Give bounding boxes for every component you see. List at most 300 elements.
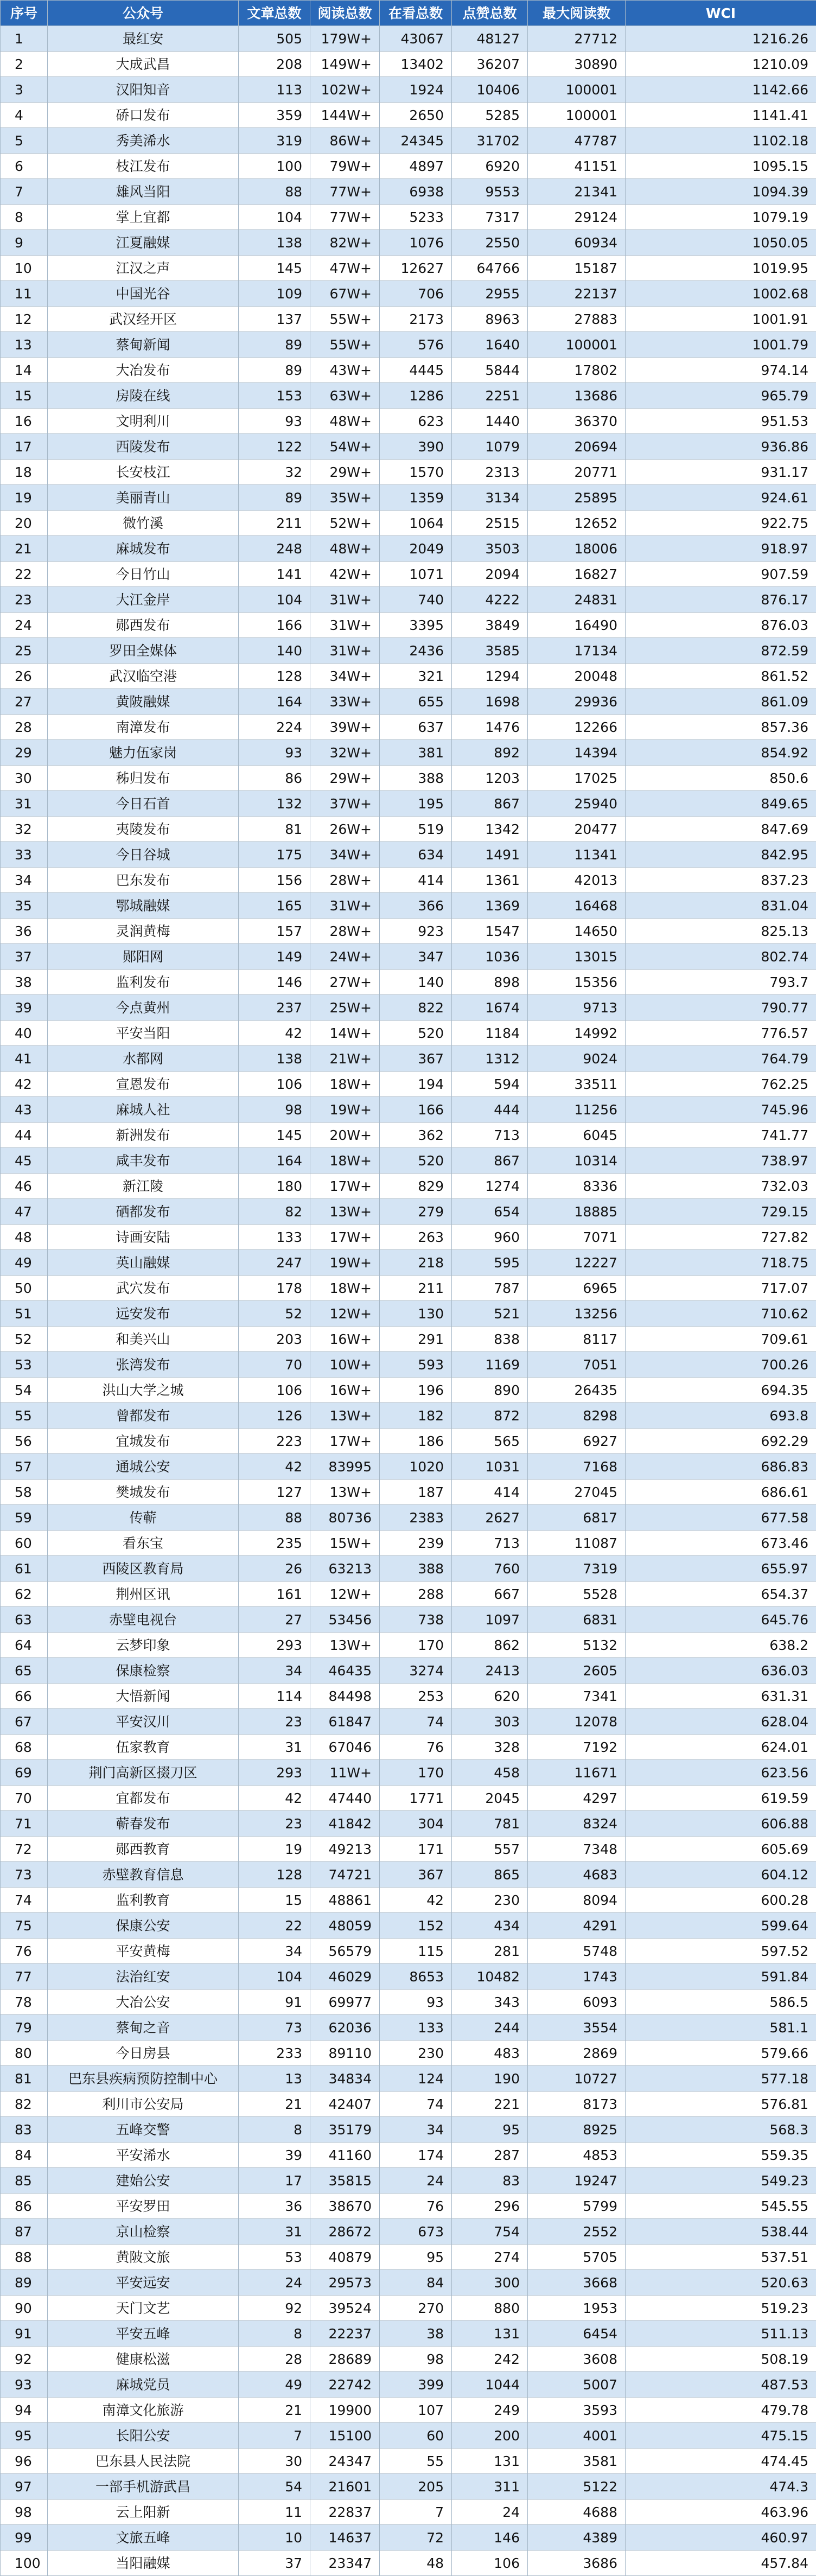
cell-like-total: 24: [452, 2500, 528, 2525]
cell-like-total: 249: [452, 2398, 528, 2423]
cell-account-name: 硒都发布: [48, 1199, 239, 1225]
cell-rank: 41: [1, 1046, 48, 1072]
cell-article-count: 128: [239, 664, 310, 689]
cell-max-reads: 19247: [528, 2168, 626, 2194]
cell-watching-total: 576: [380, 332, 452, 358]
cell-rank: 86: [1, 2194, 48, 2219]
table-row: [1, 1939, 816, 1964]
cell-max-reads: 7341: [528, 1684, 626, 1709]
cell-article-count: 24: [239, 2270, 310, 2296]
table-row: [1, 511, 816, 536]
cell-account-name: 中国光谷: [48, 281, 239, 307]
cell-rank: 91: [1, 2321, 48, 2347]
cell-read-total: 67046: [310, 1735, 380, 1760]
cell-account-name: 麻城党员: [48, 2372, 239, 2398]
cell-max-reads: 17134: [528, 638, 626, 664]
cell-account-name: 武汉临空港: [48, 664, 239, 689]
table-row: [1, 1811, 816, 1837]
table-row: [1, 1148, 816, 1174]
cell-watching-total: 923: [380, 919, 452, 944]
cell-rank: 87: [1, 2219, 48, 2245]
table-row: [1, 791, 816, 817]
cell-account-name: 南漳文化旅游: [48, 2398, 239, 2423]
cell-max-reads: 8298: [528, 1403, 626, 1429]
cell-watching-total: 1071: [380, 562, 452, 587]
cell-read-total: 46029: [310, 1964, 380, 1990]
cell-rank: 31: [1, 791, 48, 817]
cell-watching-total: 7: [380, 2500, 452, 2525]
cell-watching-total: 381: [380, 740, 452, 766]
cell-like-total: 2251: [452, 383, 528, 409]
table-row: [1, 1352, 816, 1378]
cell-watching-total: 195: [380, 791, 452, 817]
cell-account-name: 宜都发布: [48, 1786, 239, 1811]
cell-rank: 75: [1, 1913, 48, 1939]
cell-wci: 861.52: [626, 664, 816, 689]
cell-watching-total: 1020: [380, 1454, 452, 1480]
cell-read-total: 10W+: [310, 1352, 380, 1378]
cell-article-count: 233: [239, 2041, 310, 2066]
cell-rank: 81: [1, 2066, 48, 2092]
cell-read-total: 18W+: [310, 1276, 380, 1301]
cell-watching-total: 347: [380, 944, 452, 970]
cell-rank: 56: [1, 1429, 48, 1454]
cell-article-count: 34: [239, 1658, 310, 1684]
cell-watching-total: 107: [380, 2398, 452, 2423]
cell-like-total: 838: [452, 1327, 528, 1352]
cell-watching-total: 93: [380, 1990, 452, 2015]
cell-max-reads: 1743: [528, 1964, 626, 1990]
cell-account-name: 美丽青山: [48, 485, 239, 511]
cell-wci: 694.35: [626, 1378, 816, 1403]
cell-account-name: 通城公安: [48, 1454, 239, 1480]
cell-wci: 654.37: [626, 1582, 816, 1607]
cell-rank: 55: [1, 1403, 48, 1429]
table-row: [1, 2398, 816, 2423]
table-row: [1, 995, 816, 1021]
cell-max-reads: 9713: [528, 995, 626, 1021]
cell-like-total: 5285: [452, 103, 528, 128]
cell-account-name: 健康松滋: [48, 2347, 239, 2372]
cell-read-total: 19W+: [310, 1250, 380, 1276]
cell-max-reads: 5528: [528, 1582, 626, 1607]
cell-rank: 10: [1, 256, 48, 281]
cell-article-count: 146: [239, 970, 310, 995]
cell-wci: 717.07: [626, 1276, 816, 1301]
cell-account-name: 英山融媒: [48, 1250, 239, 1276]
cell-watching-total: 166: [380, 1097, 452, 1123]
table-row: [1, 154, 816, 179]
cell-like-total: 867: [452, 1148, 528, 1174]
cell-wci: 623.56: [626, 1760, 816, 1786]
cell-account-name: 平安当阳: [48, 1021, 239, 1046]
cell-max-reads: 21341: [528, 179, 626, 205]
table-row: [1, 1174, 816, 1199]
cell-wci: 457.84: [626, 2551, 816, 2576]
cell-account-name: 五峰交警: [48, 2117, 239, 2143]
cell-read-total: 22237: [310, 2321, 380, 2347]
table-row: [1, 52, 816, 77]
cell-like-total: 230: [452, 1888, 528, 1913]
cell-max-reads: 7071: [528, 1225, 626, 1250]
cell-read-total: 84498: [310, 1684, 380, 1709]
cell-wci: 847.69: [626, 817, 816, 842]
cell-like-total: 667: [452, 1582, 528, 1607]
cell-max-reads: 6831: [528, 1607, 626, 1633]
table-row: [1, 944, 816, 970]
table-row: [1, 1888, 816, 1913]
cell-like-total: 787: [452, 1276, 528, 1301]
cell-max-reads: 100001: [528, 77, 626, 103]
cell-wci: 645.76: [626, 1607, 816, 1633]
cell-watching-total: 366: [380, 893, 452, 919]
cell-watching-total: 205: [380, 2474, 452, 2500]
cell-account-name: 云梦印象: [48, 1633, 239, 1658]
cell-watching-total: 42: [380, 1888, 452, 1913]
column-header-reads: 阅读总数: [310, 1, 380, 26]
cell-max-reads: 5748: [528, 1939, 626, 1964]
cell-account-name: 今日石首: [48, 791, 239, 817]
cell-like-total: 521: [452, 1301, 528, 1327]
cell-wci: 1095.15: [626, 154, 816, 179]
cell-account-name: 掌上宜都: [48, 205, 239, 230]
cell-max-reads: 7348: [528, 1837, 626, 1862]
cell-watching-total: 124: [380, 2066, 452, 2092]
cell-account-name: 郧西发布: [48, 613, 239, 638]
table-row: [1, 842, 816, 868]
column-header-watching: 在看总数: [380, 1, 452, 26]
cell-watching-total: 1924: [380, 77, 452, 103]
cell-rank: 48: [1, 1225, 48, 1250]
cell-watching-total: 304: [380, 1811, 452, 1837]
cell-account-name: 监利发布: [48, 970, 239, 995]
cell-wci: 624.01: [626, 1735, 816, 1760]
cell-watching-total: 1286: [380, 383, 452, 409]
cell-wci: 918.97: [626, 536, 816, 562]
cell-rank: 85: [1, 2168, 48, 2194]
cell-article-count: 141: [239, 562, 310, 587]
cell-account-name: 秀美浠水: [48, 128, 239, 154]
cell-watching-total: 12627: [380, 256, 452, 281]
table-row: [1, 613, 816, 638]
cell-rank: 34: [1, 868, 48, 893]
cell-max-reads: 8094: [528, 1888, 626, 1913]
cell-wci: 606.88: [626, 1811, 816, 1837]
cell-rank: 19: [1, 485, 48, 511]
table-row: [1, 2117, 816, 2143]
cell-read-total: 67W+: [310, 281, 380, 307]
cell-like-total: 281: [452, 1939, 528, 1964]
cell-rank: 71: [1, 1811, 48, 1837]
table-row: [1, 1556, 816, 1582]
table-row: [1, 2219, 816, 2245]
cell-watching-total: 637: [380, 715, 452, 740]
cell-article-count: 106: [239, 1072, 310, 1097]
cell-read-total: 28689: [310, 2347, 380, 2372]
table-row: [1, 536, 816, 562]
cell-read-total: 37W+: [310, 791, 380, 817]
cell-article-count: 104: [239, 205, 310, 230]
cell-like-total: 865: [452, 1862, 528, 1888]
table-row: [1, 26, 816, 52]
cell-article-count: 27: [239, 1607, 310, 1633]
cell-article-count: 247: [239, 1250, 310, 1276]
cell-watching-total: 1064: [380, 511, 452, 536]
cell-wci: 581.1: [626, 2015, 816, 2041]
cell-read-total: 11W+: [310, 1760, 380, 1786]
table-row: [1, 740, 816, 766]
cell-max-reads: 6093: [528, 1990, 626, 2015]
cell-wci: 474.3: [626, 2474, 816, 2500]
cell-wci: 568.3: [626, 2117, 816, 2143]
table-row: [1, 1837, 816, 1862]
table-row: [1, 2296, 816, 2321]
cell-like-total: 5844: [452, 358, 528, 383]
cell-rank: 57: [1, 1454, 48, 1480]
cell-account-name: 建始公安: [48, 2168, 239, 2194]
cell-watching-total: 24345: [380, 128, 452, 154]
cell-watching-total: 2049: [380, 536, 452, 562]
cell-max-reads: 25940: [528, 791, 626, 817]
cell-read-total: 29W+: [310, 460, 380, 485]
table-row: [1, 1786, 816, 1811]
column-header-articles: 文章总数: [239, 1, 310, 26]
cell-like-total: 1698: [452, 689, 528, 715]
cell-account-name: 云上阳新: [48, 2500, 239, 2525]
cell-article-count: 53: [239, 2245, 310, 2270]
cell-read-total: 24W+: [310, 944, 380, 970]
cell-article-count: 127: [239, 1480, 310, 1505]
cell-read-total: 15W+: [310, 1531, 380, 1556]
cell-account-name: 蔡甸之音: [48, 2015, 239, 2041]
table-row: [1, 1021, 816, 1046]
cell-article-count: 21: [239, 2398, 310, 2423]
cell-read-total: 43W+: [310, 358, 380, 383]
cell-max-reads: 18006: [528, 536, 626, 562]
cell-like-total: 95: [452, 2117, 528, 2143]
cell-like-total: 960: [452, 1225, 528, 1250]
cell-wci: 520.63: [626, 2270, 816, 2296]
cell-wci: 1002.68: [626, 281, 816, 307]
cell-read-total: 18W+: [310, 1072, 380, 1097]
cell-article-count: 21: [239, 2092, 310, 2117]
cell-account-name: 郧阳网: [48, 944, 239, 970]
cell-like-total: 1036: [452, 944, 528, 970]
cell-account-name: 汉阳知音: [48, 77, 239, 103]
cell-watching-total: 174: [380, 2143, 452, 2168]
cell-watching-total: 706: [380, 281, 452, 307]
cell-like-total: 242: [452, 2347, 528, 2372]
cell-max-reads: 6965: [528, 1276, 626, 1301]
cell-max-reads: 2869: [528, 2041, 626, 2066]
cell-wci: 764.79: [626, 1046, 816, 1072]
cell-max-reads: 14394: [528, 740, 626, 766]
cell-article-count: 319: [239, 128, 310, 154]
cell-rank: 69: [1, 1760, 48, 1786]
cell-like-total: 654: [452, 1199, 528, 1225]
cell-rank: 54: [1, 1378, 48, 1403]
cell-watching-total: 399: [380, 2372, 452, 2398]
cell-account-name: 巴东发布: [48, 868, 239, 893]
cell-rank: 26: [1, 664, 48, 689]
cell-article-count: 175: [239, 842, 310, 868]
cell-like-total: 2413: [452, 1658, 528, 1684]
cell-read-total: 28W+: [310, 868, 380, 893]
cell-account-name: 微竹溪: [48, 511, 239, 536]
cell-read-total: 24347: [310, 2449, 380, 2474]
cell-article-count: 39: [239, 2143, 310, 2168]
cell-read-total: 13W+: [310, 1633, 380, 1658]
cell-read-total: 12W+: [310, 1301, 380, 1327]
cell-wci: 1001.91: [626, 307, 816, 332]
table-row: [1, 893, 816, 919]
cell-read-total: 16W+: [310, 1378, 380, 1403]
cell-like-total: 483: [452, 2041, 528, 2066]
cell-watching-total: 520: [380, 1148, 452, 1174]
cell-wci: 605.69: [626, 1837, 816, 1862]
table-row: [1, 1531, 816, 1556]
cell-watching-total: 634: [380, 842, 452, 868]
table-row: [1, 2372, 816, 2398]
cell-rank: 72: [1, 1837, 48, 1862]
cell-read-total: 83995: [310, 1454, 380, 1480]
cell-account-name: 赤壁教育信息: [48, 1862, 239, 1888]
cell-account-name: 黄陂融媒: [48, 689, 239, 715]
cell-max-reads: 5705: [528, 2245, 626, 2270]
cell-like-total: 557: [452, 1837, 528, 1862]
cell-rank: 30: [1, 766, 48, 791]
cell-like-total: 880: [452, 2296, 528, 2321]
cell-read-total: 26W+: [310, 817, 380, 842]
table-row: [1, 1199, 816, 1225]
cell-rank: 64: [1, 1633, 48, 1658]
cell-like-total: 2515: [452, 511, 528, 536]
cell-max-reads: 13015: [528, 944, 626, 970]
cell-like-total: 434: [452, 1913, 528, 1939]
cell-max-reads: 12078: [528, 1709, 626, 1735]
cell-max-reads: 9024: [528, 1046, 626, 1072]
table-row: [1, 1684, 816, 1709]
cell-rank: 8: [1, 205, 48, 230]
cell-rank: 63: [1, 1607, 48, 1633]
cell-account-name: 洪山大学之城: [48, 1378, 239, 1403]
cell-article-count: 92: [239, 2296, 310, 2321]
cell-watching-total: 655: [380, 689, 452, 715]
cell-max-reads: 1953: [528, 2296, 626, 2321]
cell-wci: 628.04: [626, 1709, 816, 1735]
cell-account-name: 灵润黄梅: [48, 919, 239, 944]
cell-max-reads: 20694: [528, 434, 626, 460]
cell-read-total: 12W+: [310, 1582, 380, 1607]
cell-article-count: 203: [239, 1327, 310, 1352]
cell-max-reads: 16468: [528, 893, 626, 919]
cell-like-total: 2045: [452, 1786, 528, 1811]
cell-wci: 474.45: [626, 2449, 816, 2474]
column-header-max-reads: 最大阅读数: [528, 1, 626, 26]
cell-wci: 597.52: [626, 1939, 816, 1964]
cell-wci: 692.29: [626, 1429, 816, 1454]
cell-account-name: 京山检察: [48, 2219, 239, 2245]
cell-read-total: 15100: [310, 2423, 380, 2449]
table-row: [1, 383, 816, 409]
cell-account-name: 大成武昌: [48, 52, 239, 77]
cell-wci: 727.82: [626, 1225, 816, 1250]
cell-max-reads: 3593: [528, 2398, 626, 2423]
table-row: [1, 1123, 816, 1148]
cell-article-count: 208: [239, 52, 310, 77]
cell-like-total: 10482: [452, 1964, 528, 1990]
cell-like-total: 328: [452, 1735, 528, 1760]
cell-wci: 673.46: [626, 1531, 816, 1556]
cell-like-total: 221: [452, 2092, 528, 2117]
cell-wci: 700.26: [626, 1352, 816, 1378]
table-row: [1, 1250, 816, 1276]
cell-watching-total: 367: [380, 1862, 452, 1888]
cell-watching-total: 263: [380, 1225, 452, 1250]
cell-read-total: 38670: [310, 2194, 380, 2219]
cell-account-name: 巴东县疾病预防控制中心: [48, 2066, 239, 2092]
cell-max-reads: 6045: [528, 1123, 626, 1148]
cell-account-name: 天门文艺: [48, 2296, 239, 2321]
cell-wci: 631.31: [626, 1684, 816, 1709]
cell-like-total: 1674: [452, 995, 528, 1021]
cell-account-name: 硚口发布: [48, 103, 239, 128]
cell-max-reads: 4853: [528, 2143, 626, 2168]
table-row: [1, 2245, 816, 2270]
table-row: [1, 1990, 816, 2015]
cell-article-count: 70: [239, 1352, 310, 1378]
cell-article-count: 73: [239, 2015, 310, 2041]
table-row: [1, 230, 816, 256]
cell-max-reads: 13686: [528, 383, 626, 409]
cell-account-name: 张湾发布: [48, 1352, 239, 1378]
cell-like-total: 7317: [452, 205, 528, 230]
cell-like-total: 311: [452, 2474, 528, 2500]
table-row: [1, 485, 816, 511]
cell-watching-total: 76: [380, 1735, 452, 1760]
cell-max-reads: 12266: [528, 715, 626, 740]
cell-watching-total: 279: [380, 1199, 452, 1225]
cell-article-count: 145: [239, 256, 310, 281]
cell-like-total: 414: [452, 1480, 528, 1505]
cell-max-reads: 33511: [528, 1072, 626, 1097]
cell-read-total: 86W+: [310, 128, 380, 154]
cell-like-total: 713: [452, 1123, 528, 1148]
table-row: [1, 2270, 816, 2296]
cell-watching-total: 390: [380, 434, 452, 460]
cell-watching-total: 60: [380, 2423, 452, 2449]
table-row: [1, 562, 816, 587]
cell-rank: 89: [1, 2270, 48, 2296]
cell-like-total: 106: [452, 2551, 528, 2576]
cell-read-total: 13W+: [310, 1199, 380, 1225]
table-row: [1, 2015, 816, 2041]
cell-like-total: 64766: [452, 256, 528, 281]
cell-rank: 43: [1, 1097, 48, 1123]
cell-wci: 508.19: [626, 2347, 816, 2372]
cell-account-name: 诗画安陆: [48, 1225, 239, 1250]
cell-watching-total: 1359: [380, 485, 452, 511]
table-row: [1, 1658, 816, 1684]
cell-account-name: 郧西教育: [48, 1837, 239, 1862]
cell-rank: 92: [1, 2347, 48, 2372]
cell-watching-total: 130: [380, 1301, 452, 1327]
cell-like-total: 4222: [452, 587, 528, 613]
cell-read-total: 35815: [310, 2168, 380, 2194]
cell-watching-total: 218: [380, 1250, 452, 1276]
cell-like-total: 760: [452, 1556, 528, 1582]
cell-watching-total: 239: [380, 1531, 452, 1556]
